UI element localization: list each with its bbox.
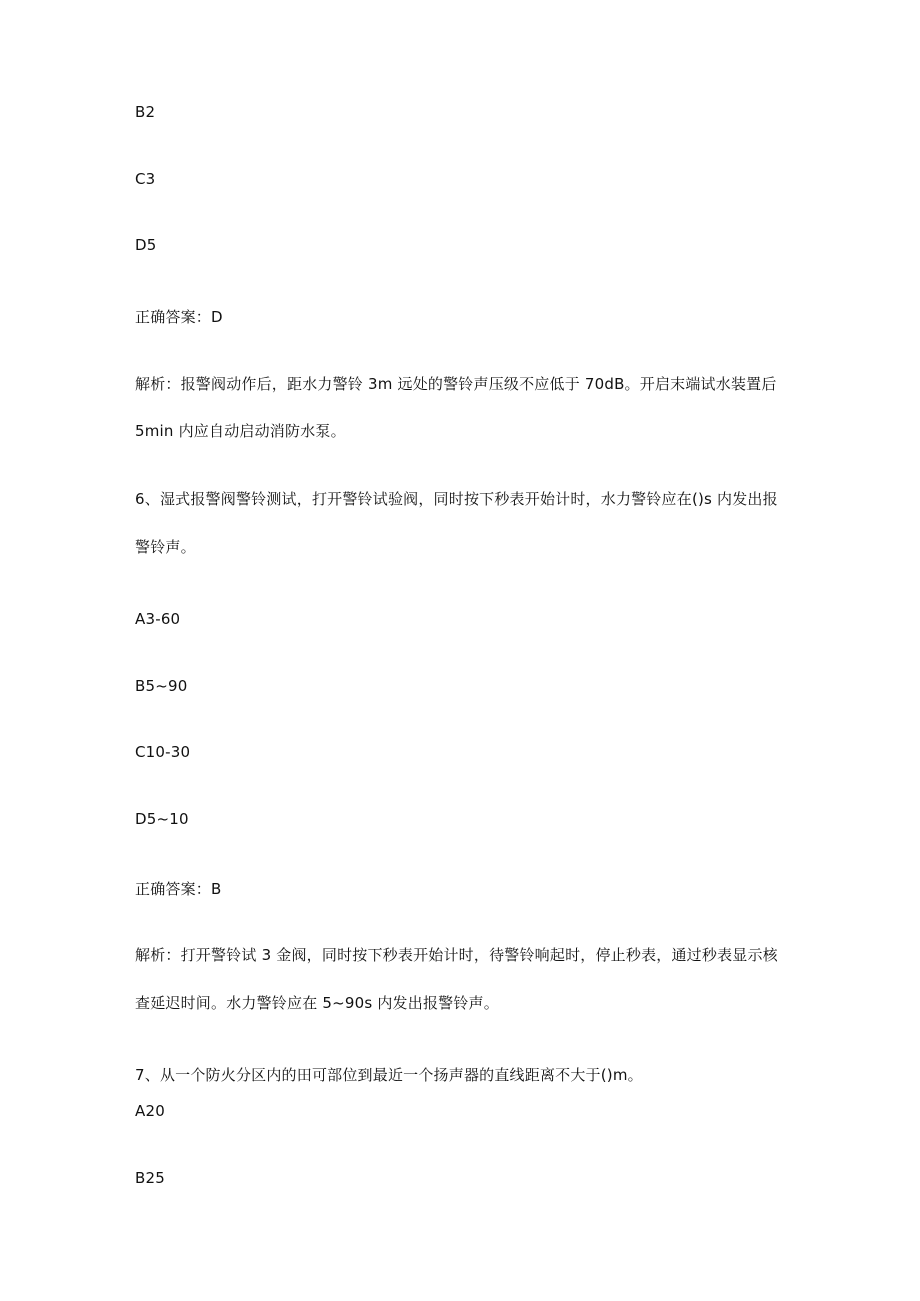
q7-option-b: B25 xyxy=(135,1169,165,1187)
q6-question-line-1: 6、湿式报警阀警铃测试，打开警铃试验阀，同时按下秒表开始计时，水力警铃应在()s 内发出报 xyxy=(135,490,778,508)
q5-option-c: C3 xyxy=(135,170,156,188)
q6-analysis-line-2: 查延迟时间。水力警铃应在 5~90s 内发出报警铃声。 xyxy=(135,994,499,1012)
q6-answer: 正确答案：B xyxy=(135,880,222,898)
q5-answer: 正确答案：D xyxy=(135,308,223,326)
q6-option-b: B5~90 xyxy=(135,677,188,695)
q5-option-b: B2 xyxy=(135,103,156,121)
q6-analysis-line-1: 解析：打开警铃试 3 金阀，同时按下秒表开始计时，待警铃响起时，停止秒表，通过秒表显示核 xyxy=(135,946,778,964)
q5-analysis-line-1: 解析：报警阀动作后，距水力警铃 3m 远处的警铃声压级不应低于 70dB。开启末端试水装置后 xyxy=(135,375,777,393)
q5-analysis-line-2: 5min 内应自动启动消防水泵。 xyxy=(135,422,346,440)
q7-option-a: A20 xyxy=(135,1102,165,1120)
q6-option-c: C10-30 xyxy=(135,743,191,761)
q6-option-a: A3-60 xyxy=(135,610,181,628)
q7-question: 7、从一个防火分区内的田可部位到最近一个扬声器的直线距离不大于()m。 xyxy=(135,1066,643,1084)
q6-question-line-2: 警铃声。 xyxy=(135,538,196,556)
q6-option-d: D5~10 xyxy=(135,810,189,828)
q5-option-d: D5 xyxy=(135,236,157,254)
